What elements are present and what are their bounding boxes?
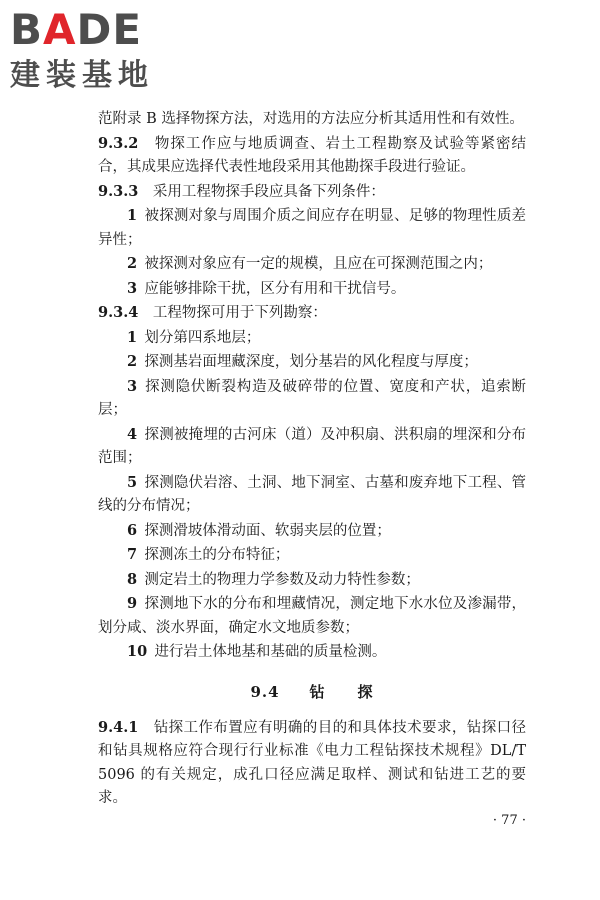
logo-wordmark: BADE	[10, 5, 143, 54]
list-item	[98, 204, 526, 252]
logo-subtitle: 建装基地	[10, 58, 154, 93]
clause-number: 9.3.2	[98, 134, 139, 152]
clause-paragraph	[98, 716, 526, 811]
item-number: 5	[127, 473, 138, 491]
logo-accent-letter: A	[43, 5, 77, 54]
item-number: 3	[127, 377, 138, 395]
item-number: 10	[127, 643, 148, 660]
item-number: 6	[127, 521, 138, 539]
paragraph-text: 测定岩土的物理力学参数及动力特性参数；	[144, 571, 420, 588]
paragraph-text: 被探测对象应有一定的规模，且应在可探测范围之内；	[144, 256, 493, 272]
section-heading	[98, 681, 526, 702]
item-number: 9	[127, 595, 138, 612]
paragraph-text: 探测隐伏断裂构造及破碎带的位置、宽度和产状，追索断层；	[98, 378, 526, 418]
document-body	[98, 108, 526, 828]
list-item	[98, 471, 526, 519]
list-item	[98, 543, 526, 568]
item-number: 2	[127, 255, 138, 272]
list-item	[98, 350, 526, 375]
item-number: 4	[127, 425, 138, 443]
paragraph-text: 探测冻土的分布特征；	[144, 547, 290, 563]
paragraph-text: 应能够排除干扰，区分有用和干扰信号。	[144, 280, 406, 297]
list-item	[98, 423, 526, 471]
paragraph-text: 采用工程物探手段应具备下列条件：	[152, 183, 385, 200]
paragraph-text: 探测地下水的分布和埋藏情况，测定地下水水位及渗漏带，划分咸、淡水界面，确定水文地质参数；	[98, 596, 526, 636]
paragraph-text: 物探工作应与地质调查、岩土工程勘察及试验等紧密结合，其成果应选择代表性地段采用其他勘探手段进行验证。	[98, 135, 527, 175]
list-item	[98, 252, 526, 277]
item-number: 8	[127, 570, 138, 588]
item-number: 7	[127, 546, 138, 563]
section-9-3-content	[98, 108, 526, 665]
paragraph-text: 探测基岩面埋藏深度，划分基岩的风化程度与厚度；	[144, 354, 478, 370]
clause-paragraph	[98, 301, 526, 326]
clause-paragraph	[98, 180, 526, 205]
paragraph-text: 探测隐伏岩溶、土洞、地下洞室、古墓和废弃地下工程、管线的分布情况；	[98, 474, 526, 514]
paragraph-text: 划分第四系地层；	[144, 329, 261, 346]
item-number: 2	[127, 353, 138, 370]
page-number: · 77 ·	[492, 812, 526, 828]
list-item	[98, 640, 526, 665]
list-item	[98, 519, 526, 544]
paragraph-text: 探测被掩埋的古河床（道）及冲积扇、洪积扇的埋深和分布范围；	[98, 426, 526, 466]
list-item	[98, 592, 526, 640]
paragraph-text: 被探测对象与周围介质之间应存在明显、足够的物理性质差异性；	[98, 208, 526, 248]
item-number: 1	[127, 328, 138, 346]
item-number: 1	[127, 207, 138, 224]
list-item	[98, 326, 526, 351]
paragraph-text: 工程物探可用于下列勘察：	[152, 305, 327, 321]
text-paragraph	[98, 108, 526, 132]
paragraph-text: 钻探工作布置应有明确的目的和具体技术要求，钻探口径和钻具规格应符合现行行业标准《电力工程钻探技术规程》DL/T 5096 的有关规定，成孔口径应满足取样、测试和钻进工艺的要求。	[98, 719, 527, 806]
section-9-4-content	[98, 716, 526, 811]
paragraph-text: 进行岩土体地基和基础的质量检测。	[154, 644, 387, 660]
paragraph-text: 范附录 B 选择物探方法，对选用的方法应分析其适用性和有效性。	[98, 111, 524, 127]
list-item	[98, 568, 526, 593]
section-title: 钻 探	[309, 682, 374, 701]
list-item	[98, 375, 526, 423]
item-number: 3	[127, 279, 138, 297]
paragraph-text: 探测滑坡体滑动面、软弱夹层的位置；	[144, 522, 391, 539]
clause-number: 9.3.4	[98, 304, 139, 321]
list-item	[98, 277, 526, 302]
clause-number: 9.4.1	[98, 718, 139, 736]
clause-paragraph	[98, 132, 526, 180]
clause-number: 9.3.3	[98, 182, 139, 200]
logo	[10, 5, 154, 94]
section-number: 9.4	[250, 682, 280, 701]
